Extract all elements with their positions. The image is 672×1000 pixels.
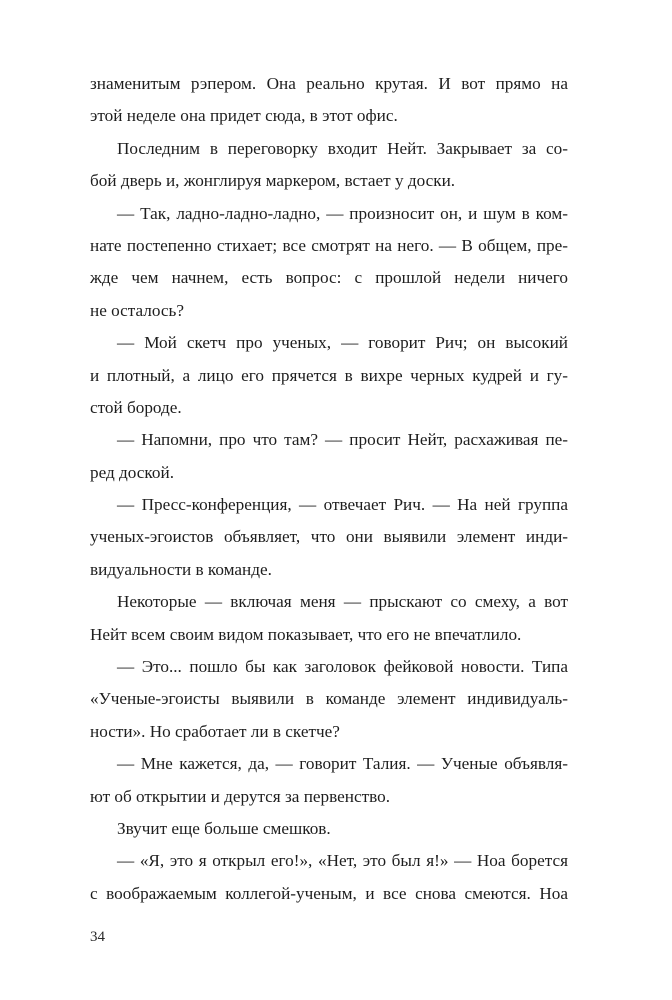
text-line: — «Я, это я открыл его!», «Нет, это был я!» — Ноа борется bbox=[117, 851, 568, 871]
text-line: — Мой скетч про ученых, — говорит Рич; он высокий bbox=[117, 333, 568, 353]
text-line: Последним в переговорку входит Нейт. Закрывает за со- bbox=[117, 138, 568, 158]
text-line: ученых-эгоистов объявляет, что они выявили элемент инди- bbox=[90, 527, 568, 547]
text-line: Нейт всем своим видом показывает, что его не впечатлило. bbox=[90, 624, 522, 644]
text-line: — Так, ладно-ладно-ладно, — произносит он, и шум в ком- bbox=[117, 203, 568, 223]
page-body bbox=[90, 68, 568, 910]
page-number: 34 bbox=[90, 929, 105, 945]
text-line: не осталось? bbox=[90, 300, 184, 320]
text-line: и плотный, а лицо его прячется в вихре черных кудрей и гу- bbox=[90, 365, 568, 385]
text-line: «Ученые-эгоисты выявили в команде элемент индивидуаль- bbox=[90, 689, 568, 709]
text-line: этой неделе она придет сюда, в этот офис. bbox=[90, 106, 398, 126]
text-line: видуальности в команде. bbox=[90, 559, 272, 579]
text-line: — Пресс-конференция, — отвечает Рич. — На ней группа bbox=[117, 495, 568, 515]
text-line: Некоторые — включая меня — прыскают со смеху, а вот bbox=[117, 592, 568, 612]
text-line: — Мне кажется, да, — говорит Талия. — Ученые объявля- bbox=[117, 754, 568, 774]
text-line: стой бороде. bbox=[90, 397, 182, 417]
text-line: бой дверь и, жонглируя маркером, встает у доски. bbox=[90, 171, 456, 191]
text-line: жде чем начнем, есть вопрос: с прошлой недели ничего bbox=[90, 268, 568, 288]
text-line: знаменитым рэпером. Она реально крутая. И вот прямо на bbox=[90, 74, 568, 93]
text-line: ют об открытии и дерутся за первенство. bbox=[90, 786, 391, 806]
text-line: с воображаемым коллегой-ученым, и все снова смеются. Ноа bbox=[90, 883, 568, 903]
text-line: ности». Но сработает ли в скетче? bbox=[90, 721, 340, 741]
text-line: — Это... пошло бы как заголовок фейковой новости. Типа bbox=[117, 657, 568, 677]
text-line: Звучит еще больше смешков. bbox=[117, 818, 331, 838]
text-line: — Напомни, про что там? — просит Нейт, расхаживая пе- bbox=[117, 430, 568, 450]
text-line: ред доской. bbox=[90, 462, 174, 482]
text-line: нате постепенно стихает; все смотрят на него. — В общем, пре- bbox=[90, 235, 568, 255]
